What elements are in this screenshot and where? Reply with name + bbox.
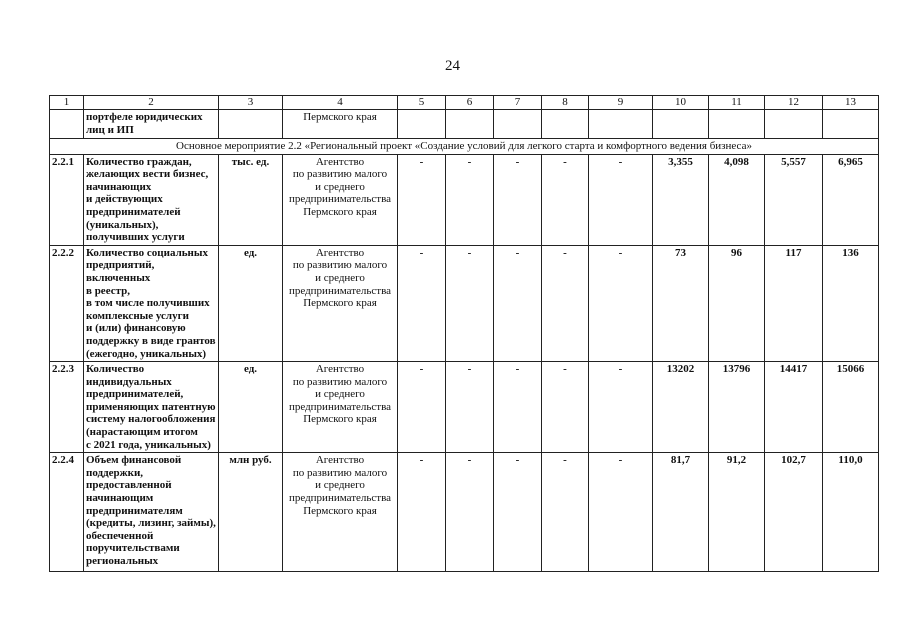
value-cell: - [542,245,589,361]
value-cell: 102,7 [765,453,823,572]
table-cell [494,110,542,139]
unit-cell: тыс. ед. [219,154,283,245]
value-cell: - [589,453,653,572]
header-cell: 11 [709,96,765,110]
row-number: 2.2.4 [50,453,84,572]
indicator-name: Количество индивидуальных предпринимателей, применяющих патентную систему налогообложения (нарастающим итогом с 2021 года, уникальных) [84,362,219,453]
page-number: 24 [445,58,460,74]
unit-cell: ед. [219,245,283,361]
table-row [50,154,879,245]
table-cell [589,110,653,139]
value-cell: - [494,362,542,453]
executor-cell: Агентство по развитию малого и среднего предпринимательства Пермского края [283,154,398,245]
value-cell: 73 [653,245,709,361]
table-cell [653,110,709,139]
section-title: Основное мероприятие 2.2 «Региональный проект «Создание условий для легкого старта и комфортного ведения бизнеса» [50,139,879,155]
table-cell [823,110,879,139]
value-cell: - [398,154,446,245]
header-cell: 5 [398,96,446,110]
table-cell [398,110,446,139]
indicator-name: Количество граждан, желающих вести бизнес, начинающих и действующих предпринимателей (уникальных), получивших услуги [84,154,219,245]
value-cell: - [542,362,589,453]
value-cell: 15066 [823,362,879,453]
value-cell: 117 [765,245,823,361]
value-cell: - [446,453,494,572]
row-number: 2.2.3 [50,362,84,453]
table-header-row [50,96,879,110]
header-cell: 10 [653,96,709,110]
table-cell [50,110,84,139]
table-cell [542,110,589,139]
table-row [50,453,879,572]
header-cell: 8 [542,96,589,110]
header-cell: 1 [50,96,84,110]
value-cell: 81,7 [653,453,709,572]
header-cell: 2 [84,96,219,110]
value-cell: 13202 [653,362,709,453]
value-cell: - [494,453,542,572]
value-cell: - [494,154,542,245]
value-cell: - [398,245,446,361]
value-cell: - [589,245,653,361]
value-cell: - [398,362,446,453]
value-cell: - [494,245,542,361]
value-cell: - [398,453,446,572]
value-cell: 4,098 [709,154,765,245]
unit-cell: ед. [219,362,283,453]
value-cell: 110,0 [823,453,879,572]
value-cell: - [446,245,494,361]
header-cell: 7 [494,96,542,110]
executor-cell: Агентство по развитию малого и среднего предпринимательства Пермского края [283,245,398,361]
row-number: 2.2.1 [50,154,84,245]
value-cell: 6,965 [823,154,879,245]
table-row [50,245,879,361]
continuation-row [50,110,879,139]
value-cell: - [446,362,494,453]
executor-cell: Агентство по развитию малого и среднего предпринимательства Пермского края [283,362,398,453]
row-number: 2.2.2 [50,245,84,361]
executor-cell: Агентство по развитию малого и среднего предпринимательства Пермского края [283,453,398,572]
header-cell: 9 [589,96,653,110]
value-cell: 14417 [765,362,823,453]
value-cell: - [542,154,589,245]
executor-cell: Пермского края [283,110,398,139]
table-row [50,362,879,453]
table-cell [709,110,765,139]
header-cell: 13 [823,96,879,110]
header-cell: 12 [765,96,823,110]
value-cell: 13796 [709,362,765,453]
indicator-name: Объем финансовой поддержки, предоставленной начинающим предпринимателям (кредиты, лизинг, займы), обеспеченной поручительствами региональных [84,453,219,572]
value-cell: - [446,154,494,245]
value-cell: 96 [709,245,765,361]
table-cell [219,110,283,139]
table-cell [765,110,823,139]
value-cell: 136 [823,245,879,361]
indicators-table [49,95,879,572]
value-cell: 91,2 [709,453,765,572]
value-cell: - [542,453,589,572]
indicator-name: портфеле юридических лиц и ИП [84,110,219,139]
header-cell: 4 [283,96,398,110]
unit-cell: млн руб. [219,453,283,572]
table-cell [446,110,494,139]
value-cell: - [589,154,653,245]
value-cell: - [589,362,653,453]
value-cell: 5,557 [765,154,823,245]
header-cell: 3 [219,96,283,110]
header-cell: 6 [446,96,494,110]
value-cell: 3,355 [653,154,709,245]
section-row [50,139,879,155]
indicator-name: Количество социальных предприятий, включенных в реестр, в том числе получивших комплексные услуги и (или) финансовую поддержку в виде грантов (ежегодно, уникальных) [84,245,219,361]
